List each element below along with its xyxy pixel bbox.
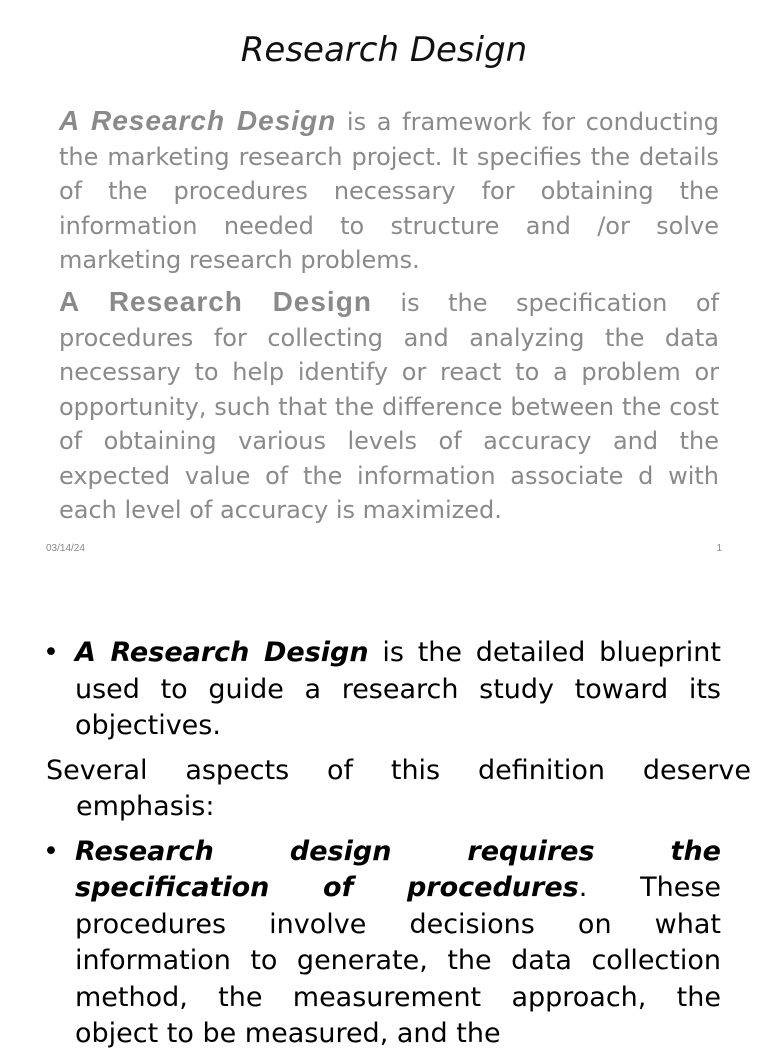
definition-paragraph-1 (59, 104, 719, 278)
bullet-lead-2: Research design requires the specification of procedures (75, 835, 721, 903)
definition-text-1: is a framework for conducting the marketing research project. It specifies the details of the procedures necessary for obtaining the information needed to structure and /or solve marketing research problems. (59, 108, 719, 274)
bullet-text-2: . These procedures involve decisions on what information to generate, the data collection method, the measurement approach, the object to be measured, and the (75, 872, 721, 1049)
bullet-marker: • (43, 637, 59, 668)
definition-lead-2: A Research Design (59, 286, 372, 317)
slide-title: Research Design (240, 30, 528, 70)
aspects-line: Several aspects of this definition deserve emphasis: (46, 754, 751, 822)
bullet-lead-1: A Research Design (75, 637, 369, 668)
bullet-text-1: is the detailed blueprint used to guide a research study toward its objectives. (75, 637, 721, 741)
slide-number: 1 (716, 543, 722, 554)
slide-date: 03/14/24 (46, 543, 85, 554)
bullet-item-2 (43, 834, 721, 1053)
bullet-item-1 (43, 635, 721, 745)
bullet-marker: • (43, 835, 59, 867)
definition-text-2: is the specification of procedures for collecting and analyzing the data necessary to help identify or react to a problem or opportunity, such that the difference between the cost of obtaining various levels of accuracy and the expected value of the information associate d with each level of accuracy is maximized. (59, 289, 719, 524)
definition-paragraph-2 (59, 285, 719, 528)
slide-2 (0, 635, 768, 1061)
definition-lead-1: A Research Design (59, 105, 337, 136)
